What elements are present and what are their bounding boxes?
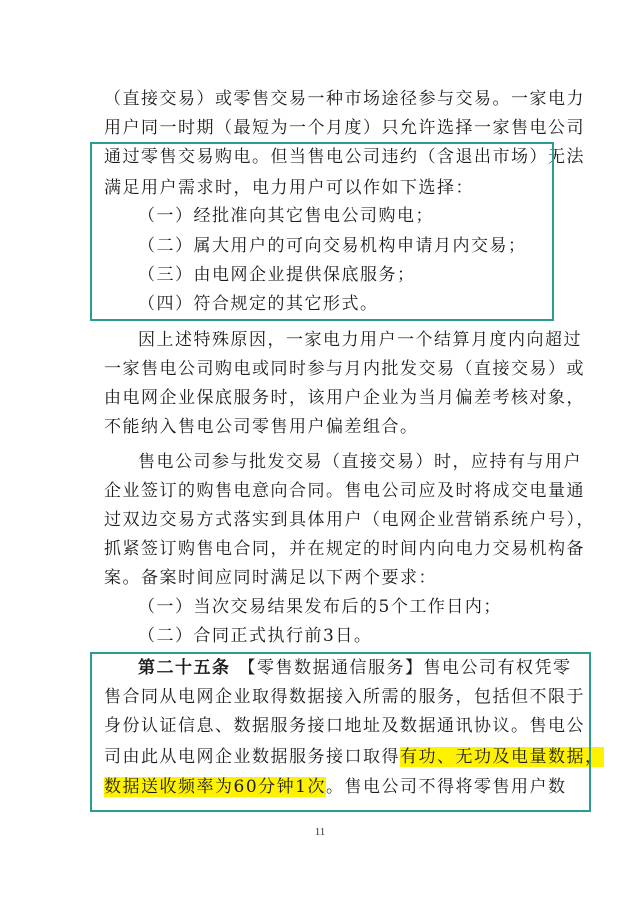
paragraph3-line: 企业签订的购售电意向合同。售电公司应及时将成交电量通: [104, 481, 585, 501]
paragraph2-line: 一家售电公司购电或同时参与月内批发交易（直接交易）或: [104, 359, 585, 379]
option-item: （一）经批准向其它售电公司购电；: [138, 206, 434, 226]
article25-line: 身份认证信息、数据服务接口地址及数据通讯协议。售电公: [104, 716, 585, 736]
highlighted-text: 数据送收频率为60分钟1次: [104, 777, 326, 797]
article25-text: 售电公司有权凭零: [423, 658, 572, 678]
article25-text: 。售电公司不得将零售用户数: [325, 777, 567, 797]
paragraph3-line: 抓紧签订购售电合同，并在规定的时间内向电力交易机构备: [104, 539, 585, 559]
article25-text: 司由此从电网企业数据服务接口取得: [104, 747, 400, 767]
paragraph2-line: 因上述特殊原因，一家电力用户一个结算月度内向超过: [138, 330, 582, 350]
requirement-item: （二）合同正式执行前3日。: [138, 626, 373, 646]
article-title: 【零售数据通信服务】: [238, 658, 424, 678]
article-number: 第二十五条: [138, 658, 231, 678]
paragraph3-line: 案。备案时间应同时满足以下两个要求：: [104, 568, 437, 588]
highlighted-text: 有功、无功及电量数据，: [400, 747, 604, 767]
option-item: （二）属大用户的可向交易机构申请月内交易；: [138, 236, 527, 256]
requirement-item: （一）当次交易结果发布后的5个工作日内；: [138, 597, 502, 617]
paragraph1-line: 满足用户需求时，电力用户可以作如下选择：: [104, 178, 474, 198]
highlight-frame-options: [90, 142, 585, 321]
paragraph3-line: 过双边交易方式落实到具体用户（电网企业营销系统户号），: [104, 510, 595, 530]
paragraph2-line: 不能纳入售电公司零售用户偏差组合。: [104, 417, 419, 437]
paragraph1-line: 通过零售交易购电。但当售电公司违约（含退出市场）无法: [104, 147, 585, 167]
article25-line: 售合同从电网企业取得数据接入所需的服务，包括但不限于: [104, 687, 585, 707]
option-item: （三）由电网企业提供保底服务；: [138, 265, 416, 285]
paragraph1-line: （直接交易）或零售交易一种市场途径参与交易。一家电力: [104, 89, 585, 109]
option-item: （四）符合规定的其它形式。: [138, 294, 379, 314]
page-number: 11: [314, 826, 326, 838]
paragraph2-line: 由电网企业保底服务时，该用户企业为当月偏差考核对象，: [104, 388, 585, 408]
paragraph1-line: 用户同一时期（最短为一个月度）只允许选择一家售电公司: [104, 118, 585, 138]
paragraph3-line: 售电公司参与批发交易（直接交易）时，应持有与用户: [138, 452, 582, 472]
highlight-frame-article25: [90, 652, 591, 812]
